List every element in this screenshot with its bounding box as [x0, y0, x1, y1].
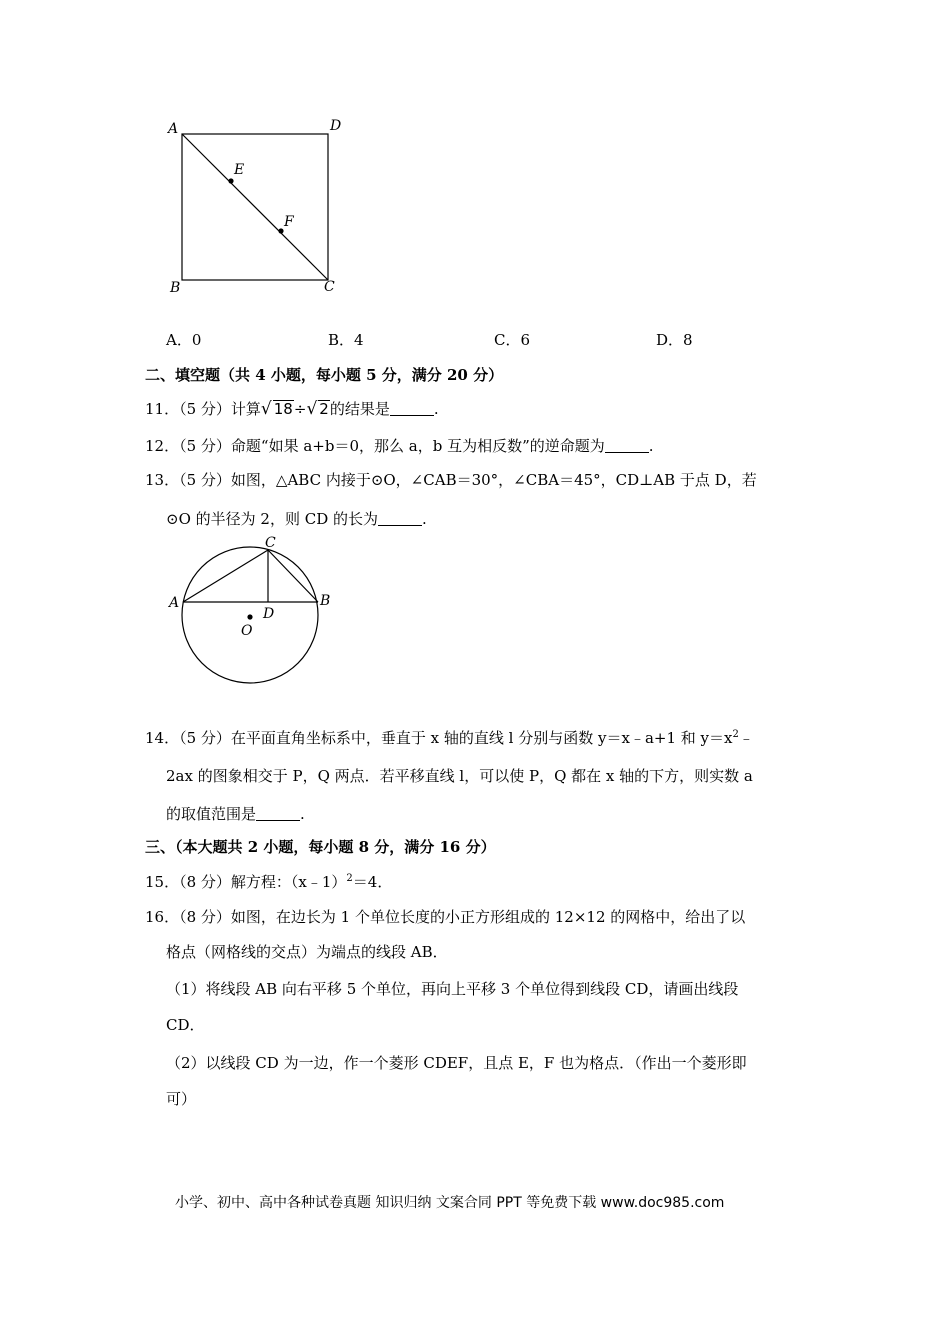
q15-superscript: 2	[346, 873, 353, 884]
label-b: B	[170, 280, 181, 296]
section-3-title: 三、（本大题共 2 小题，每小题 8 分，满分 16 分）	[145, 838, 496, 856]
q13-end: .	[422, 510, 427, 528]
q14-superscript: 2	[732, 729, 739, 740]
q16-part2-line1: （2）以线段 CD 为一边，作一个菱形 CDEF，且点 E，F 也为格点．（作出一个菱形即	[166, 1054, 747, 1072]
q11-radicand-2: 2	[319, 400, 329, 418]
q12-text: 命题“如果 a+b＝0，那么 a，b 互为相反数”的逆命题为	[230, 437, 605, 455]
question-15	[145, 871, 392, 892]
question-11	[145, 398, 439, 419]
diagonal-ac	[182, 134, 328, 280]
answer-blank	[256, 806, 300, 821]
q16-line1: 如图，在边长为 1 个单位长度的小正方形组成的 12×12 的网格中，给出了以	[230, 908, 746, 926]
q14-end: .	[300, 805, 305, 823]
q12-number: 12．	[145, 437, 180, 455]
q14-line1: 在平面直角坐标系中，垂直于 x 轴的直线 l 分别与函数 y＝x﹣a+1 和 y＝x	[230, 729, 733, 747]
option-d: D．8	[656, 331, 693, 349]
q11-number: 11．	[145, 400, 180, 418]
q13-line2: ⊙O 的半径为 2，则 CD 的长为	[166, 510, 378, 528]
label-b: B	[320, 593, 331, 609]
question-13	[145, 469, 757, 490]
q12-score: （5 分）	[179, 437, 231, 455]
q14-number: 14．	[145, 729, 180, 747]
answer-blank	[390, 401, 434, 416]
option-c: C．6	[494, 331, 531, 349]
label-d: D	[330, 118, 342, 134]
q13-number: 13．	[145, 471, 180, 489]
q16-part1-line1: （1）将线段 AB 向右平移 5 个单位，再向上平移 3 个单位得到线段 CD，请画出线段	[166, 980, 739, 998]
label-e: E	[234, 162, 245, 178]
q11-post: 的结果是	[329, 400, 390, 418]
question-14	[145, 727, 754, 748]
q13-line1: 如图，△ABC 内接于⊙O，∠CAB＝30°，∠CBA＝45°，CD⊥AB 于点 D，若	[230, 471, 757, 489]
answer-blank	[605, 438, 649, 453]
q11-pre: 计算	[230, 400, 261, 418]
q11-operator: ÷	[293, 400, 307, 418]
q11-score: （5 分）	[179, 400, 231, 418]
square-figure	[160, 112, 360, 302]
q14-line3: 的取值范围是	[166, 805, 257, 823]
q14-line2: 2ax 的图象相交于 P，Q 两点．若平移直线 l，可以使 P，Q 都在 x 轴的下方，则实数 a	[166, 767, 753, 785]
q14-score: （5 分）	[179, 729, 231, 747]
question-16	[145, 906, 745, 927]
answer-blank	[378, 511, 422, 526]
sqrt-icon: √	[260, 399, 272, 419]
q11-radicand-1: 18	[273, 400, 293, 418]
q16-part2-line2: 可）	[166, 1090, 197, 1108]
label-o: O	[241, 623, 253, 639]
q15-score: （8 分）	[179, 873, 231, 891]
q16-line2: 格点（网格线的交点）为端点的线段 AB．	[166, 943, 448, 961]
q15-end: ＝4．	[352, 873, 393, 891]
q11-end: .	[433, 400, 439, 418]
chord-ac	[183, 550, 268, 602]
q16-score: （8 分）	[179, 908, 231, 926]
q14-continuation	[166, 803, 305, 824]
center-o	[247, 614, 252, 619]
point-e	[228, 178, 233, 183]
q14-line1-end: ﹣	[738, 729, 754, 747]
label-d: D	[263, 606, 275, 622]
option-b: B．4	[328, 331, 364, 349]
q13-continuation	[166, 508, 427, 529]
circle-figure	[160, 535, 350, 695]
sqrt-icon: √	[306, 399, 318, 419]
q13-score: （5 分）	[179, 471, 231, 489]
label-c: C	[324, 279, 335, 295]
label-a: A	[168, 121, 179, 137]
q15-text: 解方程：（x﹣1）	[230, 873, 347, 891]
option-a: A．0	[166, 331, 202, 349]
q15-number: 15．	[145, 873, 180, 891]
q12-end: .	[648, 437, 654, 455]
section-2-title: 二、填空题（共 4 小题，每小题 5 分，满分 20 分）	[145, 366, 504, 384]
chord-bc	[268, 550, 318, 602]
page-footer: 小学、初中、高中各种试卷真题 知识归纳 文案合同 PPT 等免费下载 www.doc985.com	[175, 1195, 725, 1211]
question-12	[145, 435, 654, 456]
label-f: F	[284, 214, 294, 230]
label-c: C	[265, 535, 276, 551]
label-a: A	[169, 595, 180, 611]
q16-part1-line2: CD．	[166, 1016, 205, 1034]
q16-number: 16．	[145, 908, 180, 926]
point-f	[278, 228, 283, 233]
